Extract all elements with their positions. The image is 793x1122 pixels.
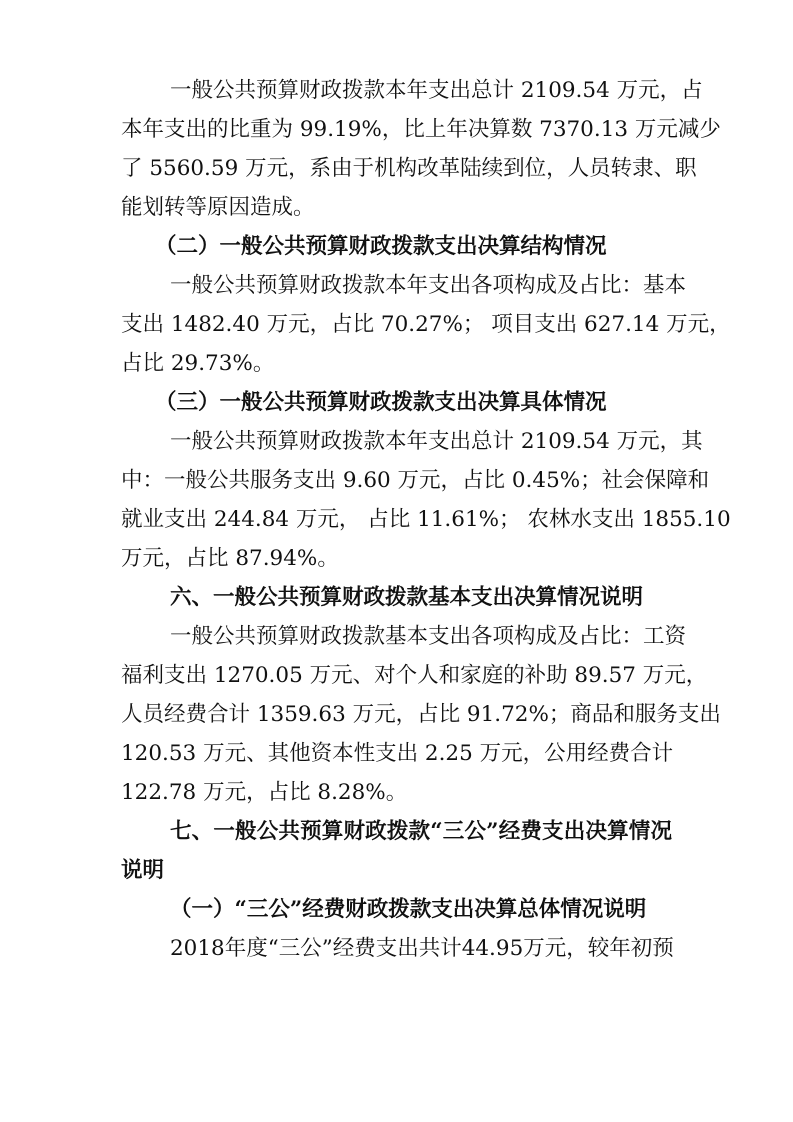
paragraph-line: 能划转等原因造成。: [121, 194, 315, 220]
section-heading: （二）一般公共预算财政拨款支出决算结构情况: [155, 233, 607, 259]
paragraph-line: 一般公共预算财政拨款本年支出各项构成及占比：基本: [170, 272, 687, 298]
paragraph-line: 支出 1482.40 万元，占比 70.27%； 项目支出 627.14 万元，: [121, 311, 731, 337]
section-heading: （一）“三公”经费财政拨款支出决算总体情况说明: [170, 896, 647, 922]
paragraph-line: 本年支出的比重为 99.19%，比上年决算数 7370.13 万元减少: [121, 116, 721, 142]
paragraph-line: 120.53 万元、其他资本性支出 2.25 万元，公用经费合计: [121, 740, 674, 766]
paragraph-line: 了 5560.59 万元，系由于机构改革陆续到位，人员转隶、职: [121, 155, 697, 181]
paragraph-line: 一般公共预算财政拨款基本支出各项构成及占比：工资: [170, 623, 687, 649]
section-heading: 六、一般公共预算财政拨款基本支出决算情况说明: [170, 584, 644, 610]
section-heading: （三）一般公共预算财政拨款支出决算具体情况: [155, 389, 607, 415]
paragraph-line: 福利支出 1270.05 万元、对个人和家庭的补助 89.57 万元，: [121, 662, 708, 688]
paragraph-line: 2018年度“三公”经费支出共计44.95万元，较年初预: [170, 935, 674, 961]
paragraph-line: 就业支出 244.84 万元， 占比 11.61%； 农林水支出 1855.10: [121, 506, 731, 532]
paragraph-line: 中：一般公共服务支出 9.60 万元，占比 0.45%；社会保障和: [121, 467, 710, 493]
paragraph-line: 一般公共预算财政拨款本年支出总计 2109.54 万元，其: [170, 428, 703, 454]
paragraph-line: 122.78 万元，占比 8.28%。: [121, 779, 408, 805]
paragraph-line: 人员经费合计 1359.63 万元，占比 91.72%；商品和服务支出: [121, 701, 721, 727]
paragraph-line: 占比 29.73%。: [121, 350, 275, 376]
paragraph-line: 一般公共预算财政拨款本年支出总计 2109.54 万元，占: [170, 77, 703, 103]
paragraph-line: 万元，占比 87.94%。: [121, 545, 339, 571]
section-heading: 说明: [121, 857, 165, 883]
section-heading: 七、一般公共预算财政拨款“三公”经费支出决算情况: [170, 818, 672, 844]
